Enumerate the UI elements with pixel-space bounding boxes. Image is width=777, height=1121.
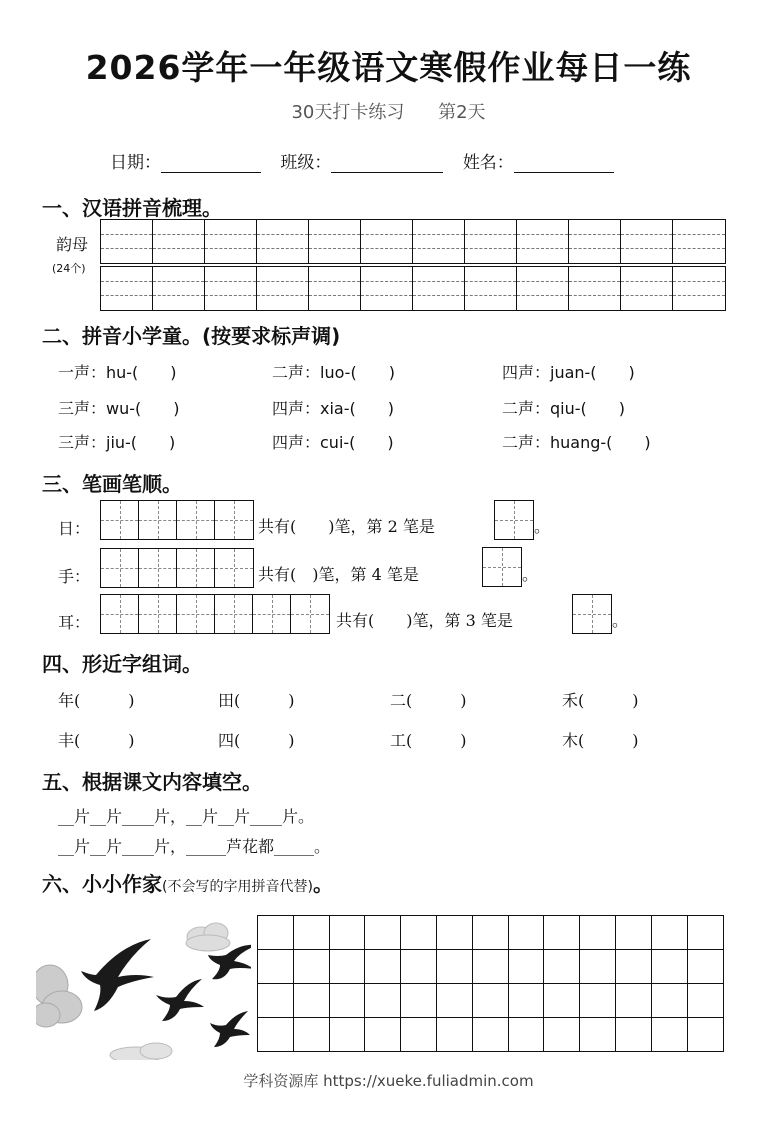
composition-cell[interactable] [616,916,652,949]
word-item: 年( ) [58,691,135,710]
pinyin-cell[interactable] [517,220,569,263]
pinyin-cell[interactable] [101,267,153,310]
word-item: 木( ) [562,731,639,750]
period: 。 [534,517,551,536]
composition-row [258,1018,723,1051]
class-field[interactable] [331,155,443,173]
tone-item: 二声：luo-( ) [272,363,395,382]
cloud-icon [110,1043,172,1060]
pinyin-grid-row-1[interactable] [100,219,726,264]
pinyin-cell[interactable] [257,267,309,310]
composition-cell[interactable] [509,984,545,1017]
composition-cell[interactable] [652,950,688,983]
pinyin-cell[interactable] [673,267,725,310]
composition-cell[interactable] [401,950,437,983]
composition-cell[interactable] [509,916,545,949]
composition-cell[interactable] [365,950,401,983]
pinyin-cell[interactable] [205,220,257,263]
answer-box[interactable] [572,594,612,634]
composition-cell[interactable] [688,1018,724,1051]
composition-cell[interactable] [580,950,616,983]
pinyin-cell[interactable] [465,220,517,263]
composition-cell[interactable] [544,984,580,1017]
composition-cell[interactable] [258,984,294,1017]
composition-cell[interactable] [473,1018,509,1051]
tone-item: 四声：juan-( ) [502,363,635,382]
word-item: 丰( ) [58,731,135,750]
tone-item: 四声：xia-( ) [272,399,394,418]
word-item: 田( ) [218,691,295,710]
pinyin-cell[interactable] [153,267,205,310]
answer-box[interactable] [494,500,534,540]
section6-end: 。 [312,872,333,896]
composition-cell[interactable] [509,1018,545,1051]
composition-cell[interactable] [580,984,616,1017]
composition-cell[interactable] [365,916,401,949]
composition-cell[interactable] [330,950,366,983]
composition-cell[interactable] [616,984,652,1017]
section6-note: (不会写的字用拼音代替) [162,879,313,895]
period: 。 [522,565,539,584]
period: 。 [612,611,629,630]
pinyin-grid-row-2[interactable] [100,266,726,311]
composition-row [258,950,723,984]
composition-cell[interactable] [437,984,473,1017]
answer-box[interactable] [482,547,522,587]
composition-cell[interactable] [258,1018,294,1051]
composition-cell[interactable] [258,950,294,983]
pinyin-cell[interactable] [205,267,257,310]
fill-line-1: __片__片____片，__片__片____片。 [58,807,315,826]
pinyin-cell[interactable] [309,267,361,310]
section5-title: 五、根据课文内容填空。 [42,770,262,794]
tone-item: 二声：huang-( ) [502,433,651,452]
word-item: 二( ) [390,691,467,710]
info-line [110,148,628,173]
pinyin-cell[interactable] [309,220,361,263]
pinyin-cell[interactable] [257,220,309,263]
composition-cell[interactable] [544,1018,580,1051]
composition-cell[interactable] [437,1018,473,1051]
pinyin-cell[interactable] [569,220,621,263]
watermark: 学科资源库 https://xueke.fuliadmin.com [243,1072,534,1090]
tone-item: 二声：qiu-( ) [502,399,626,418]
stroke-char: 日： [58,519,91,538]
fill-line-2: __片__片____片，_____芦花都_____。 [58,837,331,856]
composition-cell[interactable] [616,1018,652,1051]
date-field[interactable] [161,155,261,173]
composition-cell[interactable] [294,1018,330,1051]
composition-cell[interactable] [401,1018,437,1051]
stroke-char: 耳： [58,613,91,632]
page-subtitle [0,98,777,124]
composition-cell[interactable] [365,1018,401,1051]
stroke-char: 手： [58,567,91,586]
word-item: 禾( ) [562,691,639,710]
composition-cell[interactable] [688,916,724,949]
day-label: 第2天 [438,102,486,123]
stroke-question: 共有( )笔，第 2 笔是 [258,517,435,536]
word-item: 工( ) [390,731,467,750]
composition-cell[interactable] [580,1018,616,1051]
section6-heading: 六、小小作家 [42,872,162,896]
composition-cell[interactable] [401,916,437,949]
composition-row [258,984,723,1018]
tone-item: 一声：hu-( ) [58,363,177,382]
tone-item: 四声：cui-( ) [272,433,394,452]
name-field[interactable] [514,155,614,173]
page-title: 2026学年一年级语文寒假作业每日一练 [85,48,692,87]
class-label: 班级： [280,153,332,173]
composition-cell[interactable] [294,916,330,949]
section6-title [42,868,333,897]
composition-cell[interactable] [652,1018,688,1051]
cloud-icon [186,923,230,951]
pinyin-cell[interactable] [413,267,465,310]
composition-cell[interactable] [365,984,401,1017]
composition-cell[interactable] [330,984,366,1017]
section3-title: 三、笔画笔顺。 [42,472,182,496]
pinyin-cell[interactable] [569,267,621,310]
composition-cell[interactable] [294,984,330,1017]
composition-cell[interactable] [294,950,330,983]
pinyin-cell[interactable] [101,220,153,263]
composition-cell[interactable] [544,916,580,949]
tone-item: 三声：jiu-( ) [58,433,176,452]
composition-grid[interactable] [257,915,724,1052]
section2-title: 二、拼音小学童。(按要求标声调) [42,324,341,348]
swallow-icon [210,1011,250,1047]
composition-cell[interactable] [652,916,688,949]
practice-label: 30天打卡练习 [291,102,405,123]
stroke-question: 共有( )笔，第 4 笔是 [258,565,419,584]
composition-cell[interactable] [473,984,509,1017]
pinyin-cell[interactable] [621,220,673,263]
composition-cell[interactable] [688,984,724,1017]
name-label: 姓名： [462,153,514,173]
stroke-grid[interactable] [100,594,330,634]
pinyin-cell[interactable] [361,267,413,310]
pinyin-cell[interactable] [465,267,517,310]
section1-title: 一、汉语拼音梳理。 [42,196,222,220]
section4-title: 四、形近字组词。 [42,652,202,676]
composition-cell[interactable] [616,950,652,983]
stroke-grid[interactable] [100,548,254,588]
tone-item: 三声：wu-( ) [58,399,180,418]
composition-cell[interactable] [330,916,366,949]
composition-cell[interactable] [509,950,545,983]
pinyin-cell[interactable] [361,220,413,263]
composition-cell[interactable] [330,1018,366,1051]
finals-label: 韵母 [56,235,89,254]
composition-cell[interactable] [473,950,509,983]
composition-cell[interactable] [688,950,724,983]
composition-cell[interactable] [544,950,580,983]
stroke-grid[interactable] [100,500,254,540]
pinyin-cell[interactable] [517,267,569,310]
pinyin-cell[interactable] [413,220,465,263]
stroke-question: 共有( )笔，第 3 笔是 [336,611,513,630]
pinyin-cell[interactable] [673,220,725,263]
composition-cell[interactable] [652,984,688,1017]
date-label: 日期： [110,153,161,173]
cloud-icon [36,965,82,1027]
composition-row [258,916,723,950]
composition-cell[interactable] [401,984,437,1017]
swallows-illustration [36,915,251,1060]
swallow-icon [156,979,204,1021]
composition-cell[interactable] [258,916,294,949]
composition-cell[interactable] [437,916,473,949]
composition-cell[interactable] [580,916,616,949]
finals-count: (24个) [52,262,86,275]
pinyin-cell[interactable] [621,267,673,310]
pinyin-cell[interactable] [153,220,205,263]
composition-cell[interactable] [473,916,509,949]
composition-cell[interactable] [437,950,473,983]
swallow-icon [81,939,154,1011]
word-item: 四( ) [218,731,295,750]
